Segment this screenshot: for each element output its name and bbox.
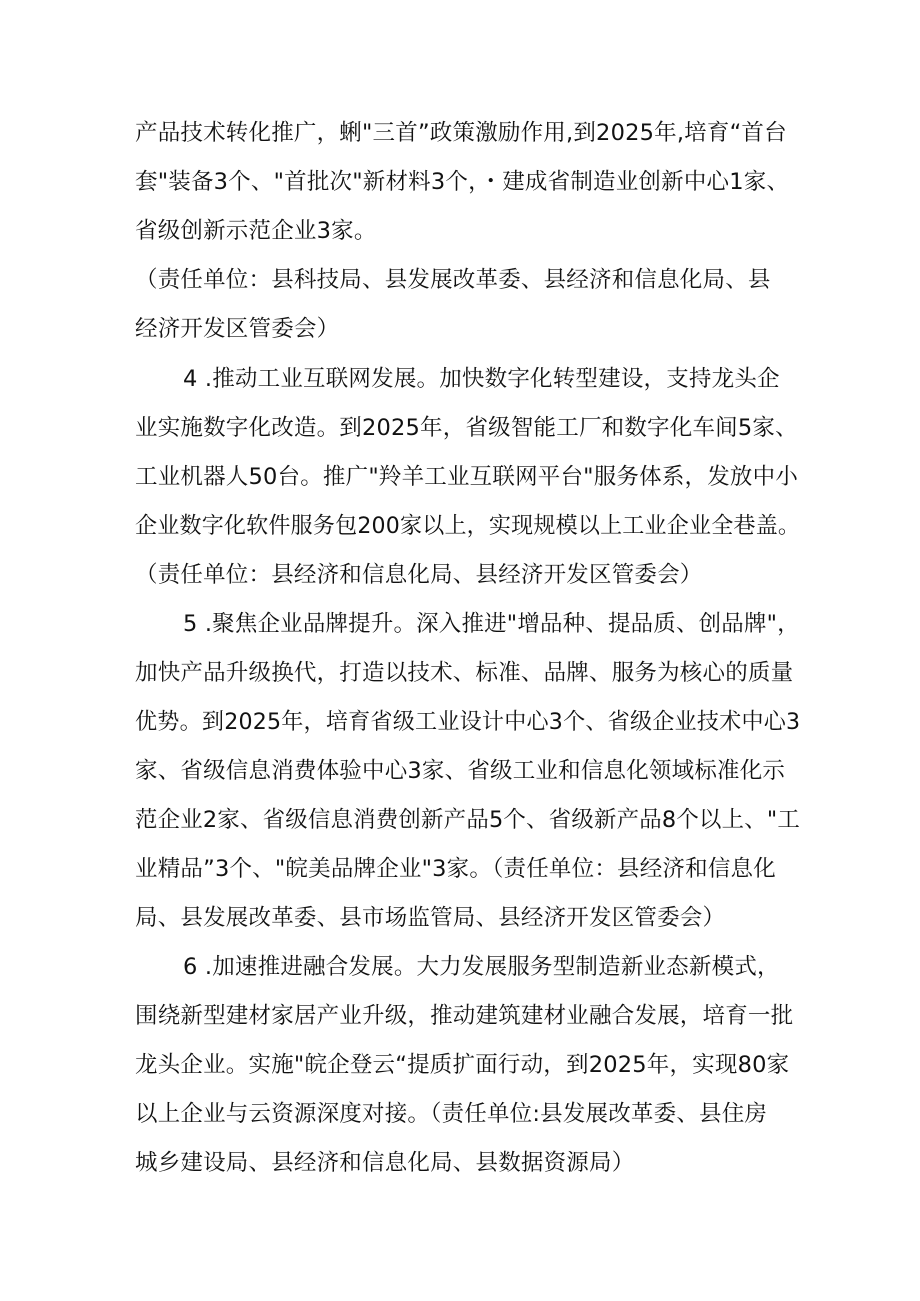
text-line: 以上企业与云资源深度对接。（责任单位:县发展改革委、县住房	[135, 1101, 768, 1127]
text-line: 业精品”3个、"皖美品牌企业"3家。（责任单位：县经济和信息化	[135, 856, 776, 882]
text-line: 围绕新型建材家居产业升级，推动建筑建材业融合发展，培育一批	[135, 1003, 794, 1029]
text-line: 加快产品升级换代，打造以技术、标准、品牌、服务为核心的质量	[135, 660, 794, 686]
text-line: 业实施数字化改造。到2025年，省级智能工厂和数字化车间5家、	[135, 415, 798, 441]
text-line: 家、省级信息消费体验中心3家、省级工业和信息化领域标准化示	[135, 758, 786, 784]
text-line: 产品技术转化推广，蜊"三首”政策激励作用,到2025年,培育“首台	[135, 120, 787, 146]
text-line: 企业数字化软件服务包200家以上，实现规模以上工业企业全巷盖。	[135, 513, 801, 539]
text-line: （责任单位：县经济和信息化局、县经济开发区管委会）	[135, 562, 703, 588]
section-heading-5: 5 .聚焦企业品牌提升。深入推进"增品种、提品质、创品牌"，	[183, 611, 800, 637]
text-line: 工业机器人50台。推广"羚羊工业互联网平台"服务体系，发放中小	[135, 464, 799, 490]
text-line: 城乡建设局、县经济和信息化局、县数据资源局）	[135, 1150, 635, 1176]
text-line: （责任单位：县科技局、县发展改革委、县经济和信息化局、县	[135, 267, 771, 293]
text-line: 省级创新示范企业3家。	[135, 218, 377, 244]
text-line: 经济开发区管委会）	[135, 316, 340, 342]
section-heading-4: 4 .推动工业互联网发展。加快数字化转型建设，支持龙头企	[183, 366, 780, 392]
text-line: 优势。到2025年，培育省级工业设计中心3个、省级企业技术中心3	[135, 709, 801, 735]
text-line: 局、县发展改革委、县市场监管局、县经济开发区管委会）	[135, 905, 726, 931]
section-heading-6: 6 .加速推进融合发展。大力发展服务型制造新业态新模式，	[183, 954, 780, 980]
text-line: 套"装备3个、"首批次"新材料3个，・建成省制造业创新中心1家、	[135, 169, 790, 195]
text-line: 龙头企业。实施"皖企登云“提质扩面行动，到2025年，实现80家	[135, 1052, 790, 1078]
text-line: 范企业2家、省级信息消费创新产品5个、省级新产品8个以上、"工	[135, 807, 800, 833]
